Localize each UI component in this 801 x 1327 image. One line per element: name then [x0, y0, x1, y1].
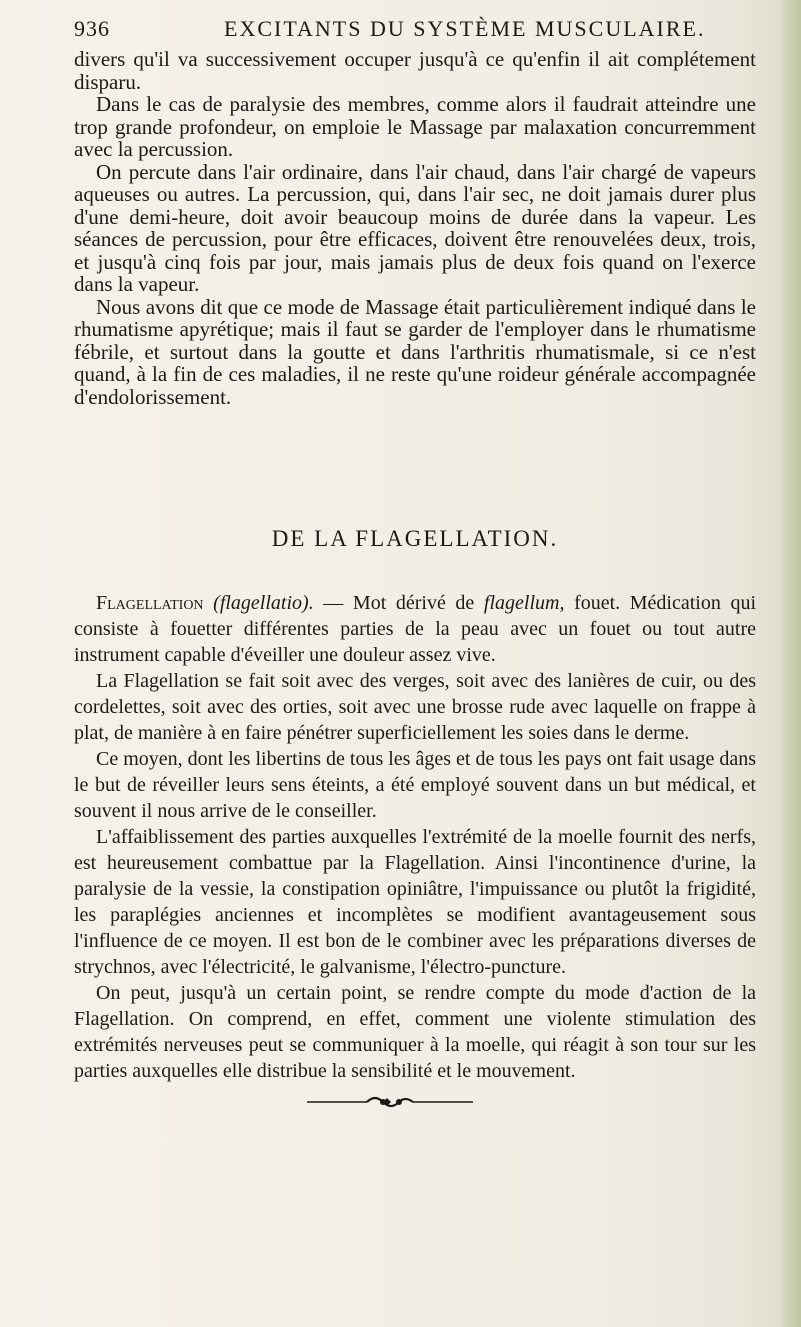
page-edge [779, 0, 801, 1327]
text-block-flagellation [74, 590, 756, 1084]
term-flagellum: flagellum, [483, 592, 565, 614]
text-block-top [74, 48, 756, 408]
definition-text-a: — Mot dérivé de [313, 592, 484, 614]
paragraph-continuation: divers qu'il va successivement occuper jusqu'à ce qu'enfin il ait complétement disparu. [74, 47, 756, 94]
paragraph-definition [74, 590, 756, 668]
paragraph-methods: La Flagellation se fait soit avec des verges, soit avec des lanières de cuir, ou des cordelettes, soit avec des orties, soit avec une brosse rude avec laquelle on frappe à plat, de manière à en faire pénétrer superficiellement les soies dans le derme. [74, 670, 756, 744]
section-title: DE LA FLAGELLATION. [271, 526, 559, 551]
term-flagellation: Flagellation [96, 592, 204, 614]
term-latin: (flagellatio). [213, 592, 314, 614]
running-head: EXCITANTS DU SYSTÈME MUSCULAIRE. [224, 16, 706, 41]
paragraph-paralysis: Dans le cas de paralysie des membres, comme alors il faudrait atteindre une trop grande profondeur, on emploie le Massage par malaxation concurremment avec la percussion. [74, 92, 756, 161]
definition-text-b: fouet. Médication qui consiste à fouetter différentes parties de la peau avec un fouet ou tout autre instrument capable d'éveiller une douleur assez vive. [74, 592, 757, 666]
page-number: 936 [74, 16, 110, 41]
page-header [74, 16, 754, 46]
paragraph-percussion: On percute dans l'air ordinaire, dans l'air chaud, dans l'air chargé de vapeurs aqueuses ou autres. La percussion, qui, dans l'air sec, ne doit jamais durer plus d'une demi-heure, doit avoir beaucoup moins de durée dans la vapeur. Les séances de percussion, pour être efficaces, doivent être renouvelées deux, trois, et jusqu'à cinq fois par jour, mais jamais plus de deux fois quand on l'exerce dans la vapeur. [74, 159, 756, 296]
ornament-divider [305, 1092, 475, 1112]
paragraph-rheumatism: Nous avons dit que ce mode de Massage était particulièrement indiqué dans le rhumatisme apyrétique; mais il faut se garder de l'employer dans le rhumatisme fébrile, et surtout dans la goutte et dans l'arthritis rhumatismale, si ce n'est quand, à la fin de ces maladies, il ne reste qu'une roideur générale accompagnée d'endolorissement. [74, 294, 756, 409]
paragraph-indications: L'affaiblissement des parties auxquelles l'extrémité de la moelle fournit des nerfs, est heureusement combattue par la Flagellation. Ainsi l'incontinence d'urine, la paralysie de la vessie, la constipation opiniâtre, l'impuissance ou plutôt la frigidité, les paraplégies anciennes et incomplètes se modifient avantageusement sous l'influence de ce moyen. Il est bon de le combiner avec les préparations diverses de strychnos, avec l'électricité, le galvanisme, l'électro-puncture. [74, 826, 756, 978]
paragraph-mechanism: On peut, jusqu'à un certain point, se rendre compte du mode d'action de la Flagellation. On comprend, en effet, comment une violente stimulation des extrémités nerveuses peut se communiquer à la moelle, qui réagit à son tour sur les parties auxquelles elle distribue la sensibilité et le mouvement. [74, 982, 756, 1082]
paragraph-usage: Ce moyen, dont les libertins de tous les âges et de tous les pays ont fait usage dans le but de réveiller leurs sens éteints, a été employé souvent dans un but médical, et souvent il nous arrive de le conseiller. [74, 748, 756, 822]
